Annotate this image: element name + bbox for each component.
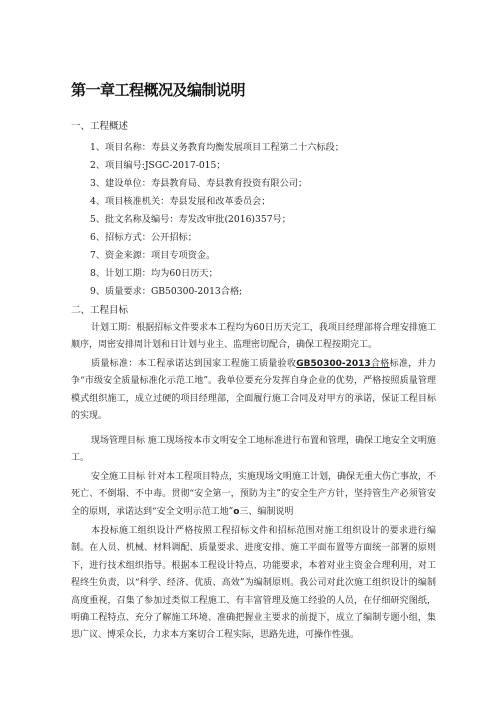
section-heading-description: 三、编制说明 bbox=[239, 506, 294, 517]
overview-item-5: 5、批文名称及编号：寿发改审批(2016)357号； bbox=[90, 214, 291, 225]
overview-item-7: 7、资金来源：项目专项资金。 bbox=[90, 250, 216, 261]
overview-item-9: 9、质量要求：GB50300-2013合格; bbox=[90, 286, 243, 297]
overview-item-6: 6、招标方式：公开招标； bbox=[90, 232, 197, 243]
overview-item-4: 4、项目核准机关：寿县发展和改革委员会； bbox=[90, 196, 271, 207]
paragraph-description: 本投标施工组织设计严格按照工程招标文件和招标范围对施工组织设计的要求进行编制。在人员、机械、材料调配、质量要求、进度安排、施工平面布置等方面统一部署的原则下，进行技术组织指导。根据本工程设计特点、功能要求，本着对业主资金合理利用，对工程终生负责，以“科学、经济、优质、高效”为编制原则。我公司对此次施工组织设计的编制高度重视，召集了参加过类似工程施工、有丰富管理及施工经验的人员，在仔细研究图纸，明确工程特点、充分了解施工环境、准确把握业主要求的前提下，成立了编制专题小组，集思广议、博采众长，力求本方案切合工程实际，思路先进，可操作性强。 bbox=[71, 526, 436, 641]
safety-marker: o bbox=[233, 506, 240, 517]
overview-item-3: 3、建设单位：寿县教育局、寿县教育投资有限公司； bbox=[90, 178, 308, 189]
paragraph-safety bbox=[71, 469, 436, 521]
quality-text-end: 标准，并力争“市级安全质量标准化示范工地”。我单位要充分发挥自身企业的优势，严格按照质量管理模式组织施工，成立过硬的项目经理部，全面履行施工合同及对甲方的承诺，保证工程目标的实现。 bbox=[71, 359, 436, 422]
paragraph-schedule: 计划工期：根据招标文件要求本工程均为60日历天完工，我项目经理部将合理安排施工顺序，周密安排周计划和日计划与业主、监理密切配合，确保工程按期完工。 bbox=[71, 323, 436, 351]
quality-standard-code: GB50300-2013 bbox=[296, 359, 371, 369]
overview-item-2: 2、项目编号:JSGC-2017-015； bbox=[90, 160, 226, 171]
chapter-title: 第一章工程概况及编制说明 bbox=[71, 81, 246, 99]
section-heading-goals: 二、工程目标 bbox=[71, 305, 129, 316]
paragraph-quality bbox=[71, 356, 436, 426]
overview-item-1: 1、项目名称：寿县义务教育均衡发展项目工程第二十六标段； bbox=[90, 142, 344, 153]
quality-text-start: 质量标准：本工程承诺达到国家工程施工质量验收 bbox=[91, 359, 297, 369]
quality-standard-grade: 合格 bbox=[370, 359, 390, 369]
section-heading-overview: 一、工程概述 bbox=[71, 121, 129, 132]
safety-text: 安全施工目标 针对本工程项目特点，实施现场文明施工计划，确保无重大伤亡事故，不死亡、不倒塌、不中毒。贯彻“安全第一，预防为主”的安全生产方针，坚持管生产必须管安全的原则，承诺达到“安全文明示范工地” bbox=[71, 472, 436, 517]
overview-item-8: 8、计划工期：均为60日历天； bbox=[90, 268, 218, 279]
paragraph-site-management: 现场管理目标 施工现场按本市文明安全工地标准进行布置和管理，确保工地安全文明施工。 bbox=[71, 436, 436, 464]
